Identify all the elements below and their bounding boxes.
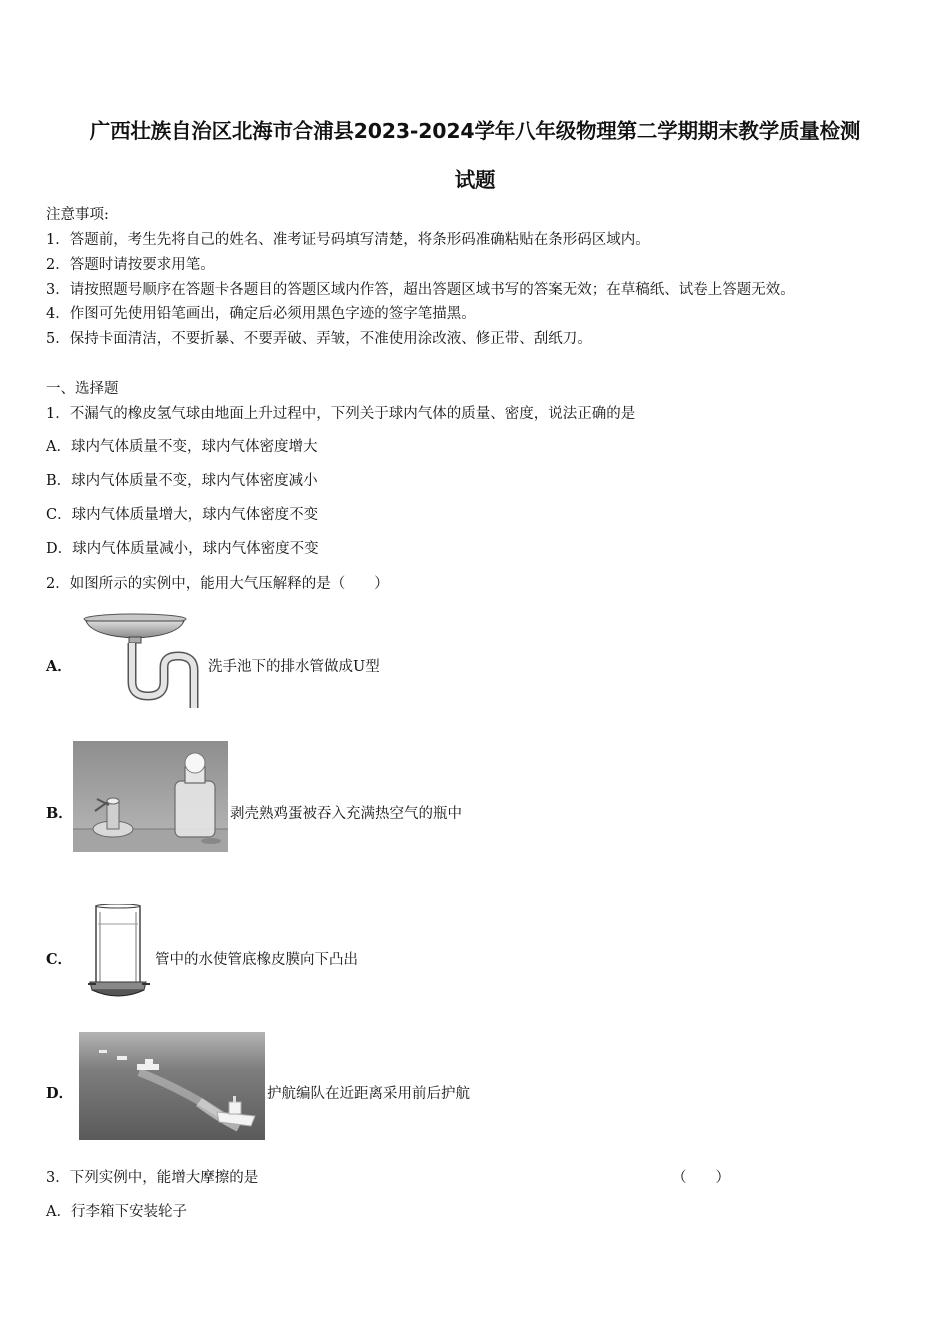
notice-heading: 注意事项: (46, 207, 109, 223)
question-1-stem: 1．不漏气的橡皮氢气球由地面上升过程中，下列关于球内气体的质量、密度，说法正确的是 (46, 406, 636, 422)
page-title-continued: 试题 (454, 168, 496, 192)
egg-bottle-photo (73, 741, 228, 852)
question-3-answer-blank: （ ） (672, 1170, 730, 1186)
question-2-option-c-caption: 管中的水使管底橡皮膜向下凸出 (155, 952, 358, 968)
question-2-option-b-caption: 剥壳熟鸡蛋被吞入充满热空气的瓶中 (230, 806, 462, 822)
notice-item: 1．答题前，考生先将自己的姓名、准考证号码填写清楚，将条形码准确粘贴在条形码区域内。 (46, 232, 650, 248)
notice-item: 5．保持卡面清洁，不要折暴、不要弄破、弄皱，不准使用涂改液、修正带、刮纸刀。 (46, 331, 592, 347)
question-2-option-b-label: B． (46, 805, 73, 822)
question-2-option-a-caption: 洗手池下的排水管做成U型 (208, 659, 380, 675)
tube-membrane-figure (86, 904, 152, 1004)
question-2-option-d-caption: 护航编队在近距离采用前后护航 (267, 1086, 470, 1102)
question-2-option-c-label: C． (46, 951, 73, 968)
sink-u-pipe-figure (82, 612, 206, 708)
page-title: 广西壮族自治区北海市合浦县2023-2024学年八年级物理第二学期期末教学质量检测 (89, 119, 861, 143)
escort-fleet-photo (79, 1032, 265, 1140)
question-2-stem: 2．如图所示的实例中，能用大气压解释的是（ ） (46, 576, 389, 592)
question-2-option-a-label: A． (46, 658, 72, 675)
question-2-option-d-label: D． (46, 1085, 74, 1102)
question-3-option-a: A．行李箱下安装轮子 (46, 1204, 187, 1220)
notice-item: 2．答题时请按要求用笔。 (46, 257, 215, 273)
question-1-option-a: A．球内气体质量不变，球内气体密度增大 (46, 439, 318, 455)
section-heading: 一、选择题 (46, 381, 119, 397)
notice-item: 4．作图可先使用铅笔画出，确定后必须用黑色字迹的签字笔描黑。 (46, 306, 476, 322)
question-1-option-d: D．球内气体质量减小，球内气体密度不变 (46, 541, 319, 557)
question-1-option-b: B．球内气体质量不变，球内气体密度减小 (46, 473, 318, 489)
question-1-option-c: C．球内气体质量增大，球内气体密度不变 (46, 507, 319, 523)
notice-item: 3．请按照题号顺序在答题卡各题目的答题区域内作答，超出答题区域书写的答案无效；在草稿纸、试卷上答题无效。 (46, 282, 795, 298)
question-3-stem: 3．下列实例中，能增大摩擦的是 (46, 1170, 259, 1186)
